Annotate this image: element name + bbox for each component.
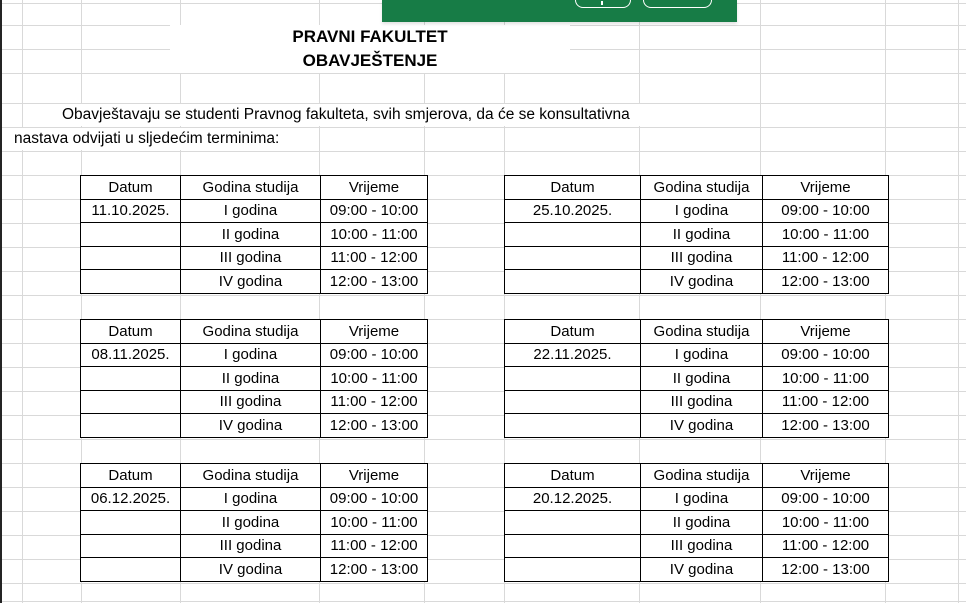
time-cell: 09:00 - 10:00: [763, 343, 889, 367]
year-cell: I godina: [181, 199, 321, 223]
schedule-row: [81, 511, 428, 535]
year-cell: III godina: [641, 390, 763, 414]
gridline-horizontal: [0, 583, 966, 584]
schedule-header-cell: Datum: [81, 176, 181, 200]
date-cell: [81, 390, 181, 414]
schedule-row: [81, 343, 428, 367]
schedule-header-cell: Vrijeme: [763, 320, 889, 344]
schedule-row: [505, 246, 889, 270]
date-cell: [505, 246, 641, 270]
time-cell: 09:00 - 10:00: [321, 199, 428, 223]
schedule-table: [80, 175, 428, 294]
date-cell: [505, 270, 641, 294]
schedule-row: [81, 270, 428, 294]
time-cell: 10:00 - 11:00: [321, 511, 428, 535]
time-cell: 10:00 - 11:00: [763, 223, 889, 247]
notice-title-line1: PRAVNI FAKULTET: [292, 27, 448, 46]
date-cell: [505, 511, 641, 535]
year-cell: III godina: [641, 534, 763, 558]
year-cell: II godina: [181, 223, 321, 247]
schedule-table: [80, 463, 428, 582]
schedule-header-cell: Godina studija: [181, 176, 321, 200]
year-cell: IV godina: [641, 270, 763, 294]
time-cell: 11:00 - 12:00: [763, 534, 889, 558]
gridline-horizontal: [0, 439, 966, 440]
date-cell: [81, 270, 181, 294]
schedule-row: [505, 414, 889, 438]
schedule-header-cell: Datum: [505, 176, 641, 200]
year-cell: II godina: [641, 367, 763, 391]
time-cell: 09:00 - 10:00: [321, 343, 428, 367]
schedule-header-cell: Godina studija: [641, 464, 763, 488]
date-cell: 08.11.2025.: [81, 343, 181, 367]
schedule-row: [505, 534, 889, 558]
time-cell: 09:00 - 10:00: [321, 487, 428, 511]
toolbar-button-right[interactable]: [643, 0, 712, 8]
time-cell: 12:00 - 13:00: [321, 558, 428, 582]
year-cell: III godina: [181, 246, 321, 270]
gridline-horizontal: [0, 295, 966, 296]
schedule-row: [505, 343, 889, 367]
schedule-header-cell: Vrijeme: [763, 176, 889, 200]
gridline-vertical: [958, 0, 959, 603]
schedule-row: [505, 390, 889, 414]
time-cell: 10:00 - 11:00: [321, 367, 428, 391]
time-cell: 09:00 - 10:00: [763, 487, 889, 511]
date-cell: 20.12.2025.: [505, 487, 641, 511]
schedule-header-cell: Vrijeme: [321, 464, 428, 488]
schedule-header-cell: Datum: [81, 320, 181, 344]
year-cell: II godina: [641, 511, 763, 535]
time-cell: 12:00 - 13:00: [763, 414, 889, 438]
schedule-header-cell: Godina studija: [641, 320, 763, 344]
date-cell: [505, 414, 641, 438]
time-cell: 10:00 - 11:00: [321, 223, 428, 247]
year-cell: IV godina: [641, 414, 763, 438]
schedule-table: [80, 319, 428, 438]
time-cell: 11:00 - 12:00: [321, 246, 428, 270]
schedule-row: [505, 223, 889, 247]
gridline-horizontal: [0, 73, 966, 74]
year-cell: III godina: [181, 534, 321, 558]
date-cell: [81, 246, 181, 270]
schedule-row: [81, 414, 428, 438]
time-cell: 11:00 - 12:00: [321, 390, 428, 414]
schedule-row: [81, 199, 428, 223]
schedule-header-cell: Godina studija: [181, 464, 321, 488]
date-cell: [81, 511, 181, 535]
year-cell: I godina: [641, 199, 763, 223]
date-cell: [505, 390, 641, 414]
gridline-horizontal: [0, 151, 966, 152]
time-cell: 12:00 - 13:00: [763, 558, 889, 582]
schedule-row: [505, 558, 889, 582]
date-cell: [505, 223, 641, 247]
time-cell: 11:00 - 12:00: [321, 534, 428, 558]
gridline-vertical: [22, 0, 23, 603]
year-cell: I godina: [181, 487, 321, 511]
date-cell: [81, 534, 181, 558]
gridline-horizontal: [0, 601, 966, 602]
date-cell: 25.10.2025.: [505, 199, 641, 223]
schedule-row: [81, 390, 428, 414]
notice-intro-line2: nastava odvijati u sljedećim terminima:: [12, 128, 302, 150]
schedule-row: [505, 487, 889, 511]
date-cell: [505, 367, 641, 391]
schedule-row: [81, 223, 428, 247]
schedule-header-cell: Datum: [505, 320, 641, 344]
date-cell: 11.10.2025.: [81, 199, 181, 223]
date-cell: [505, 558, 641, 582]
year-cell: II godina: [641, 223, 763, 247]
schedule-row: [505, 270, 889, 294]
schedule-header-cell: Datum: [505, 464, 641, 488]
schedule-header-cell: Datum: [81, 464, 181, 488]
time-cell: 12:00 - 13:00: [321, 270, 428, 294]
time-cell: 12:00 - 13:00: [321, 414, 428, 438]
year-cell: IV godina: [641, 558, 763, 582]
year-cell: I godina: [641, 487, 763, 511]
date-cell: [81, 558, 181, 582]
schedule-row: [505, 199, 889, 223]
year-cell: III godina: [181, 390, 321, 414]
schedule-header-cell: Vrijeme: [763, 464, 889, 488]
toolbar-button-left-icon: [601, 1, 603, 5]
schedule-table: [504, 175, 889, 294]
time-cell: 10:00 - 11:00: [763, 511, 889, 535]
schedule-header-cell: Godina studija: [641, 176, 763, 200]
toolbar-button-left[interactable]: [575, 0, 631, 8]
schedule-table: [504, 319, 889, 438]
schedule-row: [81, 534, 428, 558]
date-cell: [505, 534, 641, 558]
window-left-edge: [0, 0, 2, 603]
schedule-table: [504, 463, 889, 582]
date-cell: 06.12.2025.: [81, 487, 181, 511]
schedule-row: [505, 367, 889, 391]
time-cell: 11:00 - 12:00: [763, 390, 889, 414]
date-cell: [81, 223, 181, 247]
schedule-row: [81, 487, 428, 511]
year-cell: II godina: [181, 511, 321, 535]
date-cell: [81, 367, 181, 391]
year-cell: I godina: [181, 343, 321, 367]
year-cell: II godina: [181, 367, 321, 391]
year-cell: IV godina: [181, 558, 321, 582]
schedule-header-cell: Vrijeme: [321, 176, 428, 200]
time-cell: 09:00 - 10:00: [763, 199, 889, 223]
schedule-row: [81, 558, 428, 582]
schedule-row: [505, 511, 889, 535]
schedule-row: [81, 367, 428, 391]
year-cell: IV godina: [181, 414, 321, 438]
time-cell: 10:00 - 11:00: [763, 367, 889, 391]
year-cell: I godina: [641, 343, 763, 367]
schedule-header-cell: Vrijeme: [321, 320, 428, 344]
notice-title-line2: OBAVJEŠTENJE: [302, 51, 438, 70]
toolbar-fragment: [382, 0, 737, 22]
time-cell: 11:00 - 12:00: [763, 246, 889, 270]
date-cell: 22.11.2025.: [505, 343, 641, 367]
notice-title: [170, 25, 570, 73]
date-cell: [81, 414, 181, 438]
notice-intro-line1: Obavještavaju se studenti Pravnog fakulteta, svih smjerova, da će se konsultativna: [23, 104, 687, 126]
schedule-header-cell: Godina studija: [181, 320, 321, 344]
schedule-row: [81, 246, 428, 270]
year-cell: III godina: [641, 246, 763, 270]
year-cell: IV godina: [181, 270, 321, 294]
time-cell: 12:00 - 13:00: [763, 270, 889, 294]
